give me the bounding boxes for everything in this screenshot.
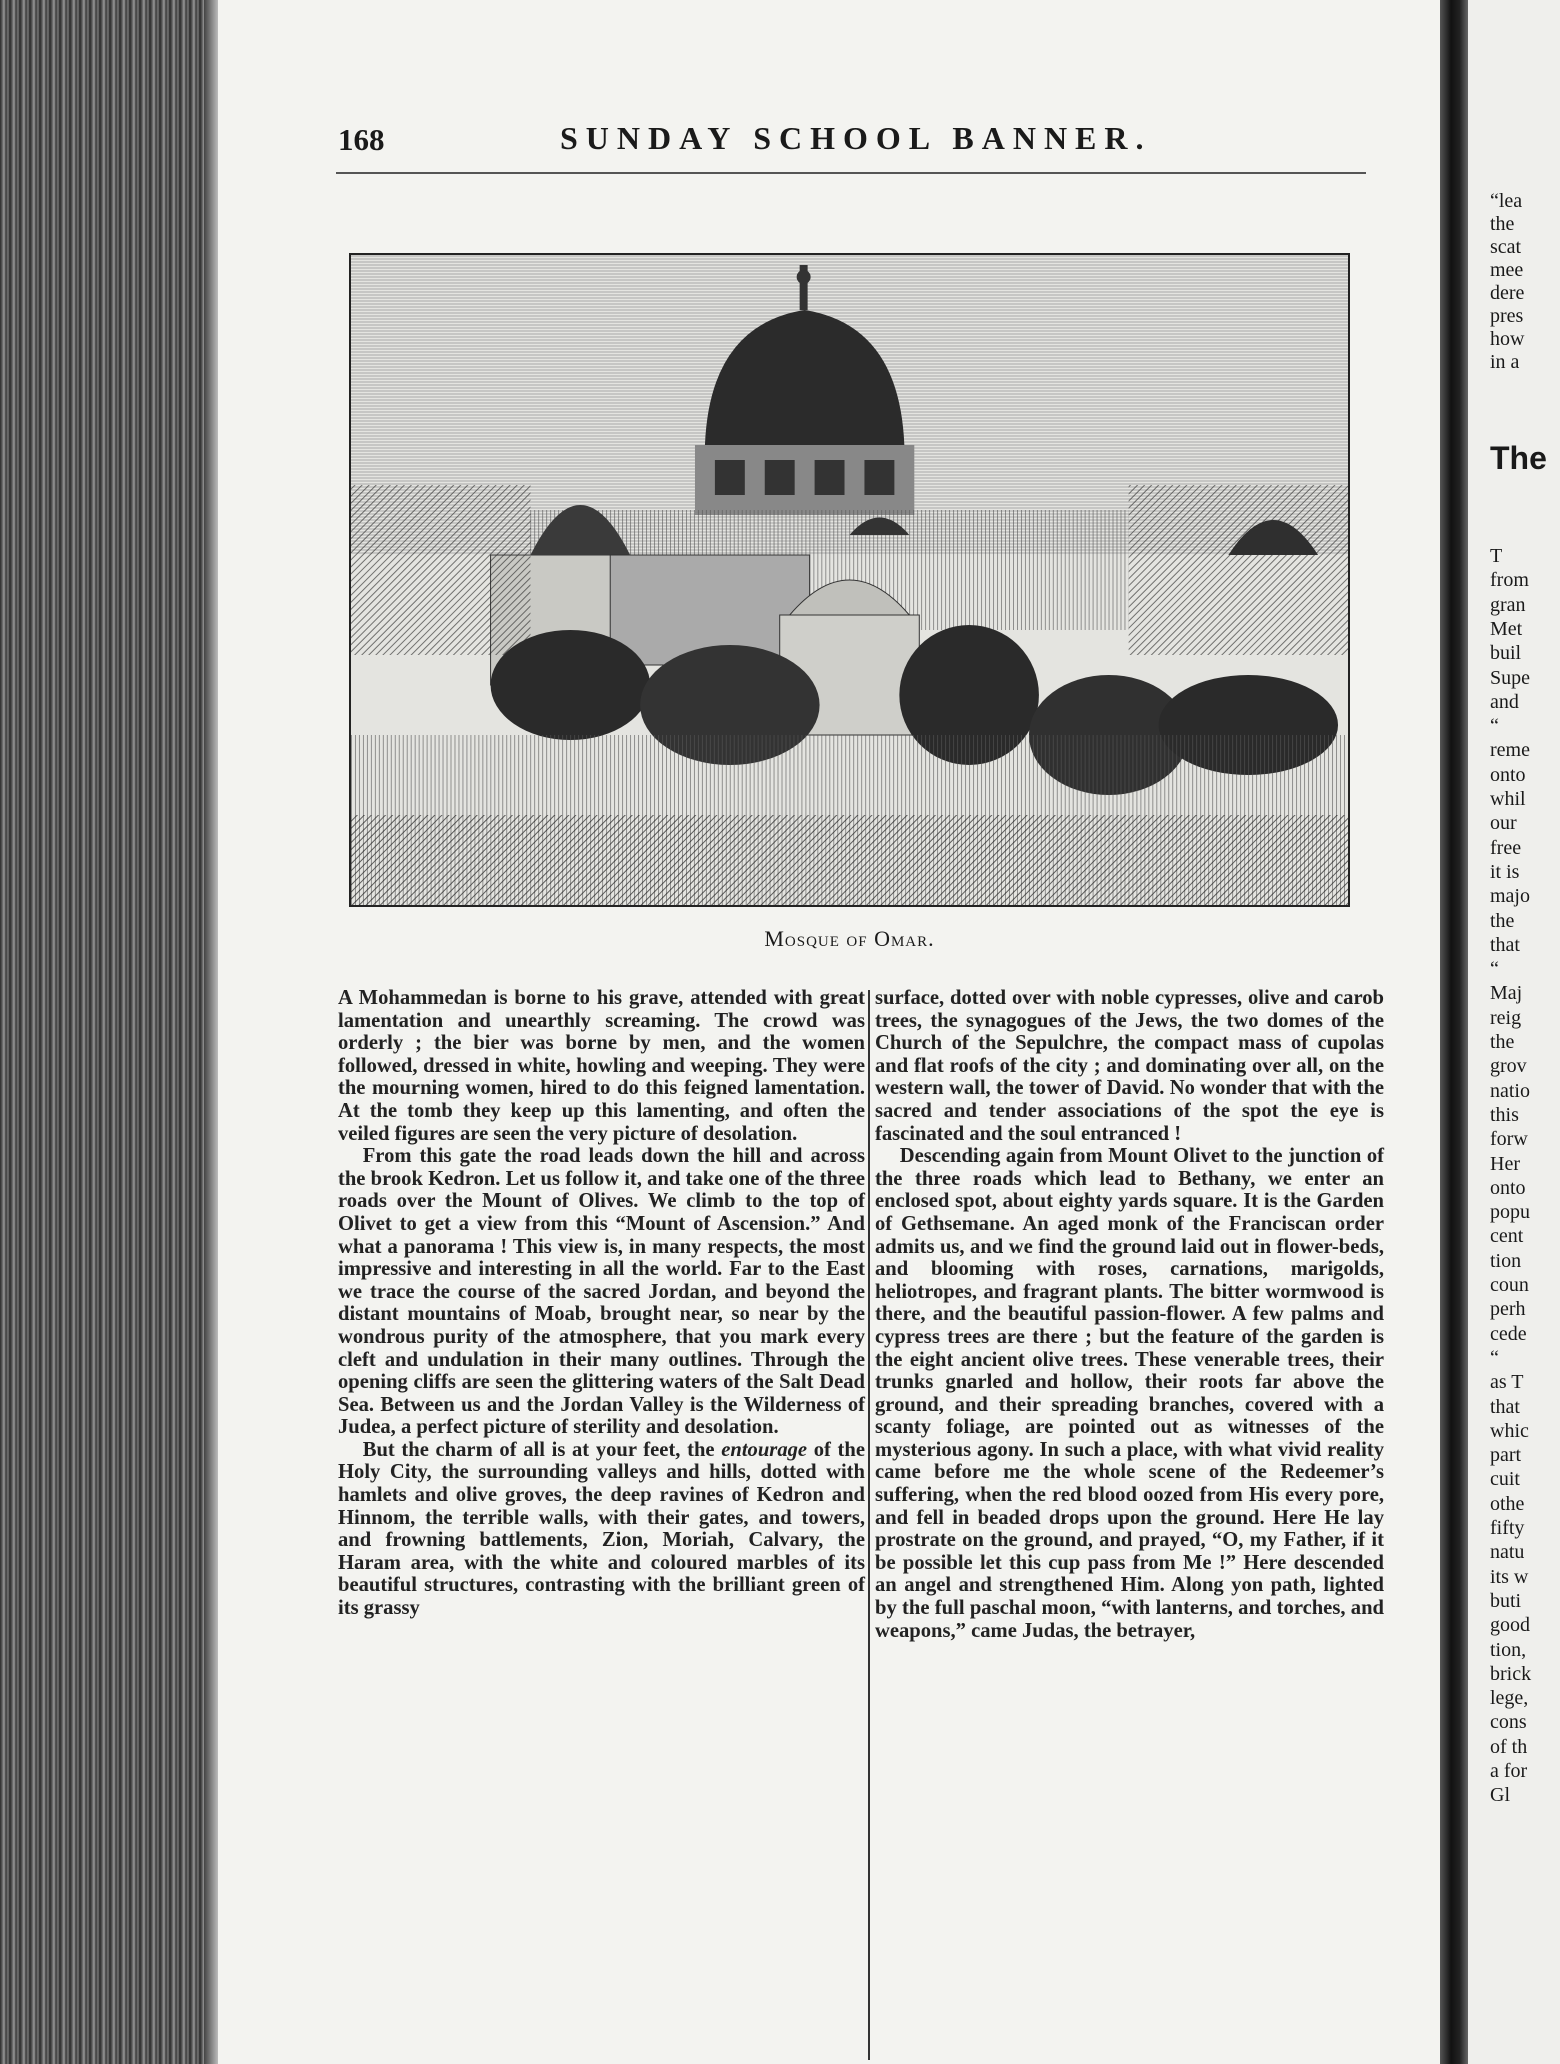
facing-page-line: buil bbox=[1490, 642, 1522, 665]
facing-page-line: the bbox=[1490, 1031, 1515, 1053]
caption-initial-2: O bbox=[874, 926, 891, 951]
facing-page-line: “ bbox=[1490, 958, 1499, 981]
facing-page-line: Maj bbox=[1490, 982, 1523, 1005]
facing-page-line: from bbox=[1490, 569, 1529, 592]
facing-page-line: part bbox=[1490, 1444, 1522, 1467]
header-rule bbox=[336, 172, 1366, 174]
facing-page-line: onto bbox=[1490, 763, 1526, 786]
facing-page-line: pres bbox=[1490, 305, 1524, 327]
facing-page-line: that bbox=[1490, 1395, 1520, 1418]
facing-page-line: whic bbox=[1490, 1419, 1529, 1442]
facing-page-line: as T bbox=[1490, 1371, 1524, 1394]
illustration-caption bbox=[349, 926, 1350, 952]
facing-page-line: gran bbox=[1490, 593, 1526, 616]
facing-page-line: “ bbox=[1490, 1346, 1499, 1369]
mosque-illustration-art bbox=[351, 255, 1348, 905]
facing-page-line: a for bbox=[1490, 1760, 1528, 1782]
facing-page-line: lege, bbox=[1490, 1687, 1529, 1710]
book-edge bbox=[0, 0, 218, 2064]
facing-page-heading: The bbox=[1490, 440, 1547, 476]
caption-word-2: mar. bbox=[890, 926, 935, 951]
facing-page-line: cons bbox=[1490, 1711, 1527, 1734]
facing-page-line: Gl bbox=[1490, 1784, 1510, 1807]
left-column bbox=[338, 987, 865, 1620]
facing-page-line: perh bbox=[1490, 1298, 1526, 1321]
facing-page-line: in a bbox=[1490, 351, 1520, 373]
book-gutter bbox=[1440, 0, 1468, 2064]
caption-word-1: osque of bbox=[784, 926, 875, 951]
facing-page-line: whil bbox=[1490, 788, 1526, 810]
facing-page-line: the bbox=[1490, 909, 1515, 932]
paragraph: From this gate the road leads down the hill and across the brook Kedron. Let us follow it, and take one of the three roads over the Mount of Olives. We climb to the top of Olivet to get a view from this “Mount of Ascension.” And what a panorama ! This view is, in many respects, the most impressive and interesting in all the world. Far to the East we trace the course of the sacred Jordan, and beyond the distant mountains of Moab, brought near, so near by the wondrous purity of the atmosphere, that you mark every cleft and undulation in their many outlines. Through the opening cliffs are seen the glittering waters of the Salt Dead Sea. Between us and the Jordan Valley is the Wilderness of Judea, a perfect picture of sterility and desolation. bbox=[338, 1145, 865, 1439]
facing-page-line: reig bbox=[1490, 1006, 1522, 1029]
facing-page-line: othe bbox=[1490, 1492, 1525, 1515]
facing-page-line: it is bbox=[1490, 860, 1520, 883]
facing-page-line: Met bbox=[1490, 617, 1523, 640]
facing-page-line: Her bbox=[1490, 1152, 1520, 1175]
facing-page-line: “ bbox=[1490, 715, 1499, 738]
page-number: 168 bbox=[338, 122, 385, 157]
italic-word: entourage bbox=[721, 1438, 808, 1461]
facing-page-line: “lea bbox=[1490, 190, 1523, 212]
right-column bbox=[875, 987, 1384, 1642]
text-run: of the Holy City, the surrounding valleys and hills, dotted with hamlets and olive groves, the deep ravines of Kedron and Hinnom, the terrible walls, with their gates, and towers, and frowning battlements, Zion, Moriah, Calvary, the Haram area, with the white and coloured marbles of its beautiful structures, contrasting with the brilliant green of its grassy bbox=[338, 1438, 865, 1620]
running-title: SUNDAY SCHOOL BANNER. bbox=[560, 120, 1152, 156]
facing-page-line: natio bbox=[1490, 1079, 1530, 1102]
facing-page-line: Supe bbox=[1490, 666, 1530, 689]
facing-page-line: how bbox=[1490, 328, 1525, 350]
facing-page-line: coun bbox=[1490, 1274, 1529, 1296]
caption-initial-1: M bbox=[764, 926, 785, 951]
facing-page-line: forw bbox=[1490, 1128, 1528, 1151]
facing-page-line: free bbox=[1490, 836, 1522, 859]
facing-page-line: brick bbox=[1490, 1662, 1532, 1685]
column-divider bbox=[868, 990, 870, 2060]
facing-page-line: that bbox=[1490, 933, 1520, 956]
facing-page-line: majo bbox=[1490, 885, 1530, 908]
facing-page-line: grov bbox=[1490, 1055, 1527, 1078]
facing-page-line: and bbox=[1490, 690, 1519, 713]
text-run: But the charm of all is at your feet, the bbox=[362, 1438, 722, 1461]
paragraph bbox=[338, 1439, 865, 1620]
facing-page-line: T bbox=[1490, 545, 1503, 567]
facing-page-line: this bbox=[1490, 1103, 1519, 1126]
facing-page-line: tion bbox=[1490, 1249, 1522, 1272]
facing-page-line: its w bbox=[1490, 1565, 1529, 1588]
facing-page-line: the bbox=[1490, 213, 1515, 235]
paragraph: A Mohammedan is borne to his grave, attended with great lamentation and unearthly screaming. The crowd was orderly ; the bier was borne by men, and the women followed, dressed in white, howling and weeping. They were the mourning women, hired to do this feigned lamentation. At the tomb they keep up this lamenting, and often the veiled figures are seen the very picture of desolation. bbox=[338, 987, 865, 1145]
facing-page-line: of th bbox=[1490, 1735, 1528, 1758]
facing-page-line: onto bbox=[1490, 1176, 1526, 1199]
paragraph: Descending again from Mount Olivet to the junction of the three roads which lead to Bethany, we enter an enclosed spot, about eighty yards square. It is the Garden of Gethsemane. An aged monk of the Franciscan order admits us, and we find the ground laid out in flower-beds, and blooming with roses, carnations, marigolds, heliotropes, and fragrant plants. The bitter wormwood is there, and the beautiful passion-flower. A few palms and cypress trees are there ; but the feature of the garden is the eight ancient olive trees. These venerable trees, their trunks gnarled and hollow, their roots far above the ground, and their spreading branches, covered with a scanty foliage, are pointed out as witnesses of the mysterious agony. In such a place, with what vivid reality came before me the whole scene of the Redeemer’s suffering, when the red blood oozed from His every pore, and fell in beaded drops upon the ground. Here He lay prostrate on the ground, and prayed, “O, my Father, if it be possible let this cup pass from Me !” Here descended an angel and strengthened Him. Along yon path, lighted by the full paschal moon, “with lanterns, and torches, and weapons,” came Judas, the betrayer, bbox=[875, 1145, 1384, 1642]
facing-page-line: scat bbox=[1490, 236, 1522, 258]
facing-page-line: our bbox=[1490, 812, 1517, 835]
paragraph: surface, dotted over with noble cypresses, olive and carob trees, the synagogues of the Jews, the two domes of the Church of the Sepulchre, the compact mass of cupolas and flat roofs of the city ; and dominating over all, on the western wall, the tower of David. No wonder that with the sacred and tender associations of the spot the eye is fascinated and the soul entranced ! bbox=[875, 987, 1384, 1145]
facing-page-line: natu bbox=[1490, 1541, 1525, 1564]
facing-page-line: buti bbox=[1490, 1589, 1522, 1612]
facing-page-line: mee bbox=[1490, 259, 1524, 281]
facing-page-line: popu bbox=[1490, 1201, 1530, 1224]
facing-page-line: fifty bbox=[1490, 1517, 1525, 1539]
facing-page-line: cuit bbox=[1490, 1468, 1520, 1491]
facing-page-line: cent bbox=[1490, 1225, 1524, 1248]
mosque-engraving bbox=[349, 253, 1350, 907]
facing-page bbox=[1468, 0, 1560, 2064]
facing-page-line: good bbox=[1490, 1614, 1530, 1637]
facing-page-line: dere bbox=[1490, 282, 1525, 304]
facing-page-line: cede bbox=[1490, 1322, 1527, 1345]
facing-page-line: reme bbox=[1490, 739, 1530, 762]
facing-page-line: tion, bbox=[1490, 1638, 1527, 1661]
